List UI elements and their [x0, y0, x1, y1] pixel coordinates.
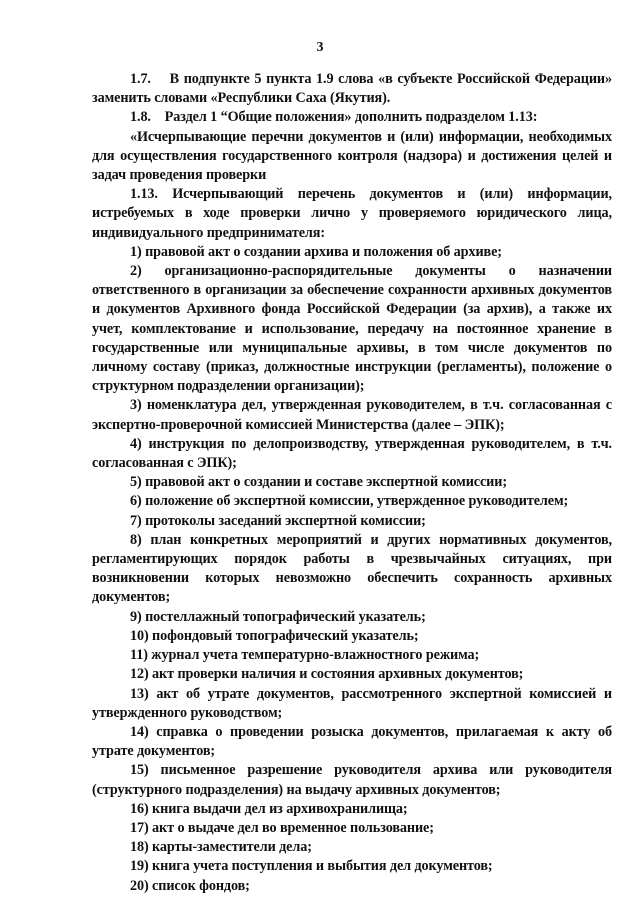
list-item-7: 7) протоколы заседаний экспертной комиссии;: [130, 512, 426, 529]
document-body: [92, 70, 612, 896]
list-item-6: 6) положение об экспертной комиссии, утвержденное руководителем;: [130, 493, 569, 510]
list-item-5: 5) правовой акт о создании и составе экспертной комиссии;: [130, 474, 507, 491]
list-item-20: 20) список фондов;: [130, 877, 250, 894]
list-item-15: 15) письменное разрешение руководителя архива или руководителя (структурного подразделения) на выдачу архивных документов;: [92, 762, 612, 798]
list-item-13: 13) акт об утрате документов, рассмотренного экспертной комиссией и утвержденного руководством;: [92, 685, 612, 721]
list-item-19: 19) книга учета поступления и выбытия дел документов;: [130, 858, 493, 875]
list-item-10: 10) пофондовый топографический указатель;: [130, 627, 419, 644]
paragraph-1-13: 1.13. Исчерпывающий перечень документов и (или) информации, истребуемых в ходе проверки лично у проверяемого юридического лица, индивидуального предпринимателя:: [92, 186, 612, 241]
list-item-17: 17) акт о выдаче дел во временное пользование;: [130, 819, 434, 836]
list-item-9: 9) постеллажный топографический указатель;: [130, 608, 426, 625]
list-item-2: 2) организационно-распорядительные документы о назначении ответственного в организации за обеспечение сохранности архивных документов и документов Архивного фонда Российской Федерации (за архив), а также их учет, комплектование и использование, передачу на постоянное хранение в государственные или муниципальные архивы, в том числе документов по личному составу (приказ, должностные инструкции (регламенты), положение о структурном подразделении организации);: [92, 263, 612, 395]
list-item-16: 16) книга выдачи дел из архивохранилища;: [130, 800, 408, 817]
list-item-8: 8) план конкретных мероприятий и других нормативных документов, регламентирующих порядок работы в чрезвычайных ситуациях, при возникновении которых невозможно обеспечить сохранность архивных документов;: [92, 531, 612, 606]
paragraph-1-8: 1.8. Раздел 1 “Общие положения» дополнить подразделом 1.13:: [130, 109, 538, 126]
list-item-14: 14) справка о проведении розыска документов, прилагаемая к акту об утрате документов;: [92, 723, 612, 760]
list-item-3: 3) номенклатура дел, утвержденная руководителем, в т.ч. согласованная с экспертно-проверочной комиссией Министерства (далее – ЭПК);: [92, 397, 612, 433]
list-item-4: 4) инструкция по делопроизводству, утвержденная руководителем, в т.ч. согласованная с ЭПК);: [92, 435, 612, 472]
list-item-1: 1) правовой акт о создании архива и положения об архиве;: [130, 243, 502, 260]
list-item-18: 18) карты-заместители дела;: [130, 839, 312, 856]
page-number: 3: [316, 40, 324, 55]
subsection-heading: «Исчерпывающие перечни документов и (или) информации, необходимых для осуществления государственного контроля (надзора) и достижения целей и задач проведения проверки: [92, 128, 612, 184]
list-item-12: 12) акт проверки наличия и состояния архивных документов;: [130, 666, 524, 683]
list-item-11: 11) журнал учета температурно-влажностного режима;: [130, 647, 480, 664]
paragraph-1-7: 1.7. В подпункте 5 пункта 1.9 слова «в субъекте Российской Федерации» заменить словами «Республики Саха (Якутия).: [92, 71, 612, 107]
